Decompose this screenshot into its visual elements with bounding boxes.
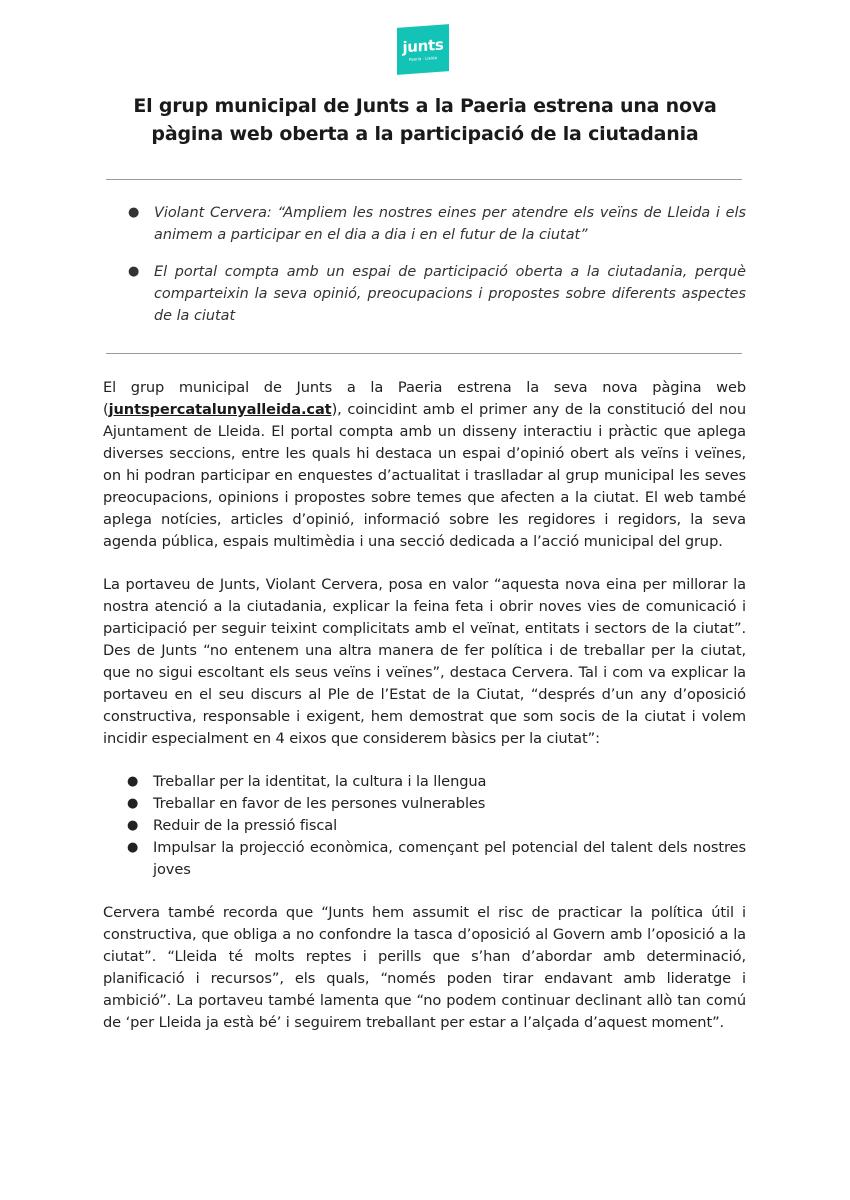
top-divider <box>106 179 742 180</box>
bullet-icon: ● <box>127 774 139 789</box>
paragraph-spokesperson: La portaveu de Junts, Violant Cervera, posa en valor “aquesta nova eina per millorar la nostra atenció a la ciutadania, explicar la feina feta i obrir noves vies de comunicació i participació per seguir teixint complicitats amb el veïnat, entitats i sectors de la ciutat”. Des de Junts “no entenem una altra manera de fer política i de treballar per la ciutat, que no sigui escoltant els seus veïns i veïnes”, destaca Cervera. Tal i com va explicar la portaveu en el seu discurs al Ple de l’Estat de la Ciutat, “després d’un any d’oposició constructiva, responsable i exigent, hem demostrat que som socis de la ciutat i volem incidir especialment en 4 eixos que considerem bàsics per la ciutat”: <box>103 576 746 747</box>
axis-text: Treballar per la identitat, la cultura i la llengua <box>153 773 487 790</box>
axes-list <box>103 771 746 881</box>
highlight-text: El portal compta amb un espai de participació oberta a la ciutadania, perquè comparteixin la seva opinió, preocupacions i propostes sobre diferents aspectes de la ciutat <box>154 264 746 324</box>
axis-item <box>103 815 746 837</box>
bullet-icon: ● <box>127 840 139 855</box>
bullet-icon: ● <box>128 205 140 220</box>
paragraph-intro-end: ), coincidint amb el primer any de la constitució del nou Ajuntament de Lleida. El portal compta amb un disseny interactiu i pràctic que aplega diverses seccions, entre les quals hi destaca un espai d’opinió obert als veïns i veïnes, on hi podran participar en enquestes d’actualitat i traslladar al grup municipal les seves preocupacions, opinions i propostes sobre temes que afecten a la ciutat. El web també aplega notícies, articles d’opinió, informació sobre les regidores i regidors, la seva agenda pública, espais multimèdia i una secció dedicada a l’acció municipal del grup. <box>103 401 746 550</box>
axis-item <box>103 771 746 793</box>
bottom-divider <box>106 353 742 354</box>
paragraph-intro-start: El grup municipal de Junts a la Paeria estrena la seva nova pàgina web ( <box>103 379 746 418</box>
junts-logo <box>397 24 449 75</box>
paragraph-intro <box>103 377 746 553</box>
website-link[interactable]: juntspercatalunyalleida.cat <box>108 401 332 418</box>
bullet-icon: ● <box>127 818 139 833</box>
axis-text: Reduir de la pressió fiscal <box>153 817 338 834</box>
logo-subtitle: Paeria · Lleida <box>408 55 438 62</box>
highlight-item <box>128 261 746 327</box>
highlights-list <box>128 202 746 342</box>
axis-item <box>103 793 746 815</box>
axis-text: Impulsar la projecció econòmica, començant pel potencial del talent dels nostres joves <box>153 839 746 878</box>
article-body <box>103 377 746 1055</box>
axis-item <box>103 837 746 881</box>
page-title: El grup municipal de Junts a la Paeria estrena una nova pàgina web oberta a la participació de la ciutadania <box>133 95 717 145</box>
axis-text: Treballar en favor de les persones vulnerables <box>153 795 486 812</box>
highlight-text: Violant Cervera: “Ampliem les nostres eines per atendre els veïns de Lleida i els animem a participar en el dia a dia i en el futur de la ciutat” <box>154 205 746 243</box>
paragraph-closing: Cervera també recorda que “Junts hem assumit el risc de practicar la política útil i constructiva, que obliga a no confondre la tasca d’oposició al Govern amb l’oposició a la ciutat”. “Lleida té molts reptes i perills que s’han d’abordar amb determinació, planificació i recursos”, els quals, “només poden tirar endavant amb lideratge i ambició”. La portaveu també lamenta que “no podem continuar declinant allò tan comú de ‘per Lleida ja està bé’ i seguirem treballant per estar a l’alçada d’aquest moment”. <box>103 904 746 1031</box>
bullet-icon: ● <box>128 264 140 279</box>
bullet-icon: ● <box>127 796 139 811</box>
logo-wordmark: junts <box>402 35 444 57</box>
highlight-item <box>128 202 746 246</box>
